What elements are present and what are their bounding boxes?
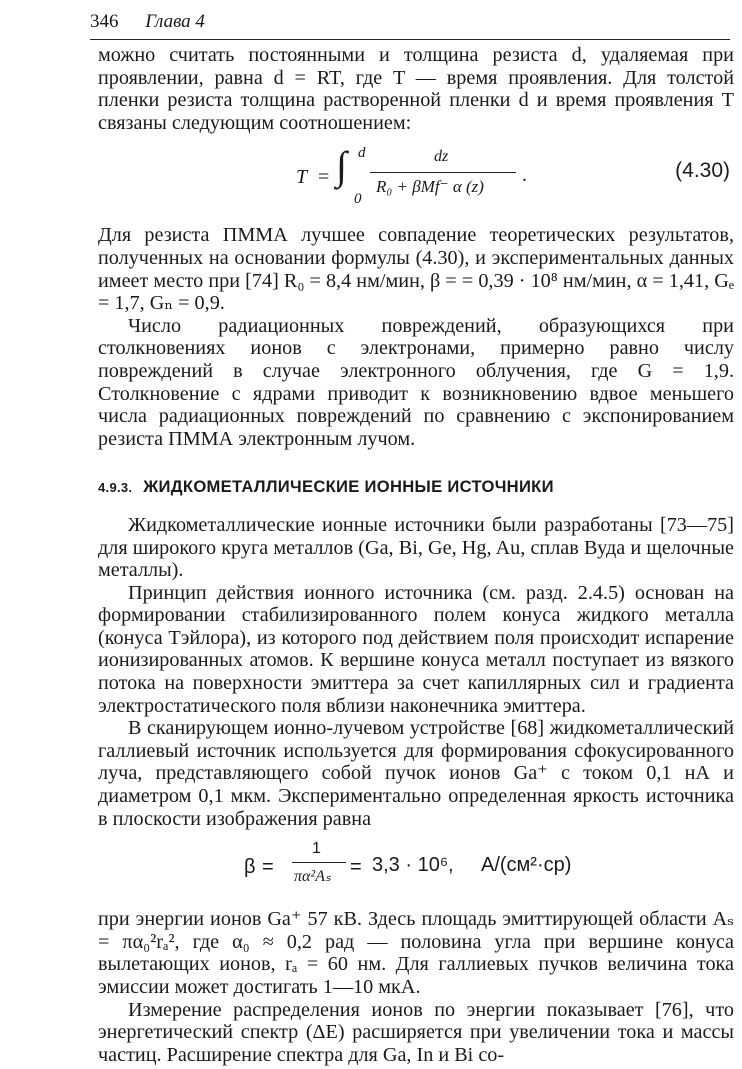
paragraph-1: можно считать постоянными и толщина резиста d, удаляемая при проявлении, равна d = RT, где T — время проявления. Для толстой пленки резиста толщина растворенной пленки d и время проявления T связаны следующим соотношением: bbox=[98, 44, 734, 134]
brightness-unit: А/(см²·ср) bbox=[481, 854, 572, 877]
section-number: 4.9.3. bbox=[98, 480, 133, 496]
paragraph-8: Измерение распределения ионов по энергии показывает [76], что энергетический спектр (ΔE) расширяется при увеличении тока и массы частиц. Расширение спектра для Ga, In и Bi со- bbox=[98, 998, 734, 1066]
paragraph-3: Число радиационных повреждений, образующихся при столкновениях ионов с электронами, примерно равно числу повреждений в случае электронного облучения, где G = 1,9. Столкновение с ядрами приводит к возникновению вдвое меньшего числа радиационных повреждений по сравнению с экспонированием резиста ПММА электронным лучом. bbox=[98, 314, 734, 450]
paragraph-4: Жидкометаллические ионные источники были разработаны [73—75] для широкого круга металлов (Ga, Bi, Ge, Hg, Au, сплав Вуда и щелочные металлы). bbox=[98, 513, 734, 582]
formula-equals: = bbox=[318, 166, 330, 189]
section-heading bbox=[98, 476, 734, 500]
fraction-bar bbox=[370, 172, 516, 173]
running-header bbox=[90, 5, 730, 40]
integral-upper-limit: d bbox=[358, 145, 366, 162]
integral-sign: ∫ bbox=[336, 143, 347, 189]
formula-period: . bbox=[522, 164, 527, 187]
fraction-numerator: dz bbox=[434, 148, 449, 166]
equation-number: (4.30) bbox=[675, 159, 730, 183]
formula-lhs: T bbox=[296, 166, 308, 189]
fraction-numerator: 1 bbox=[312, 840, 321, 858]
paragraph-5: Принцип действия ионного источника (см. разд. 2.4.5) основан на формировании стабилизированного полем конуса жидкого металла (конуса Тэйлора), из которого под действием поля происходит испарение ионизированных атомов. К вершине конуса металл поступает из вязкого потока на поверхности эмиттера за счет капиллярных сил и градиента электростатического поля вблизи наконечника эмиттера. bbox=[98, 581, 734, 717]
brightness-value: 3,3 · 10⁶, bbox=[372, 854, 454, 877]
page-body bbox=[98, 44, 734, 1066]
paragraph-6: В сканирующем ионно-лучевом устройстве [68] жидкометаллический галлиевый источник используется для формирования сфокусированного луча, представляющего собой пучок ионов Ga⁺ с током 0,1 нА и диаметром 0,1 мкм. Экспериментально определенная яркость источника в плоскости изображения равна bbox=[98, 717, 734, 830]
formula-equals: = bbox=[262, 856, 274, 879]
paragraph-2: Для резиста ПММА лучшее совпадение теоретических результатов, полученных на основании формулы (4.30), и экспериментальных данных имеет место при [74] R₀ = 8,4 нм/мин, β = = 0,39 · 10⁸ нм/мин, α = 1,41, Gₑ = 1,7, Gₙ = 0,9. bbox=[98, 224, 734, 315]
fraction-bar bbox=[292, 862, 346, 863]
chapter-title: Глава 4 bbox=[145, 11, 205, 32]
integral-lower-limit: 0 bbox=[354, 191, 362, 208]
formula-4-30 bbox=[98, 140, 734, 218]
fraction-denominator: R₀ + βMf⁻ α (z) bbox=[376, 177, 484, 197]
formula-equals-2: = bbox=[350, 856, 362, 879]
section-title: ЖИДКОМЕТАЛЛИЧЕСКИЕ ИОННЫЕ ИСТОЧНИКИ bbox=[143, 477, 554, 497]
formula-brightness bbox=[98, 838, 734, 900]
brightness-symbol: β bbox=[244, 856, 256, 879]
fraction-denominator: πα²Aₛ bbox=[294, 868, 331, 886]
page-number: 346 bbox=[90, 11, 119, 32]
paragraph-7: при энергии ионов Ga⁺ 57 кВ. Здесь площадь эмиттирующей области Aₛ = πα₀²rₐ², где α₀ ≈ 0,2 рад — половина угла при вершине конуса вылетающих ионов, rₐ = 60 нм. Для галлиевых пучков величина тока эмиссии может достигать 1—10 мкА. bbox=[98, 908, 734, 998]
